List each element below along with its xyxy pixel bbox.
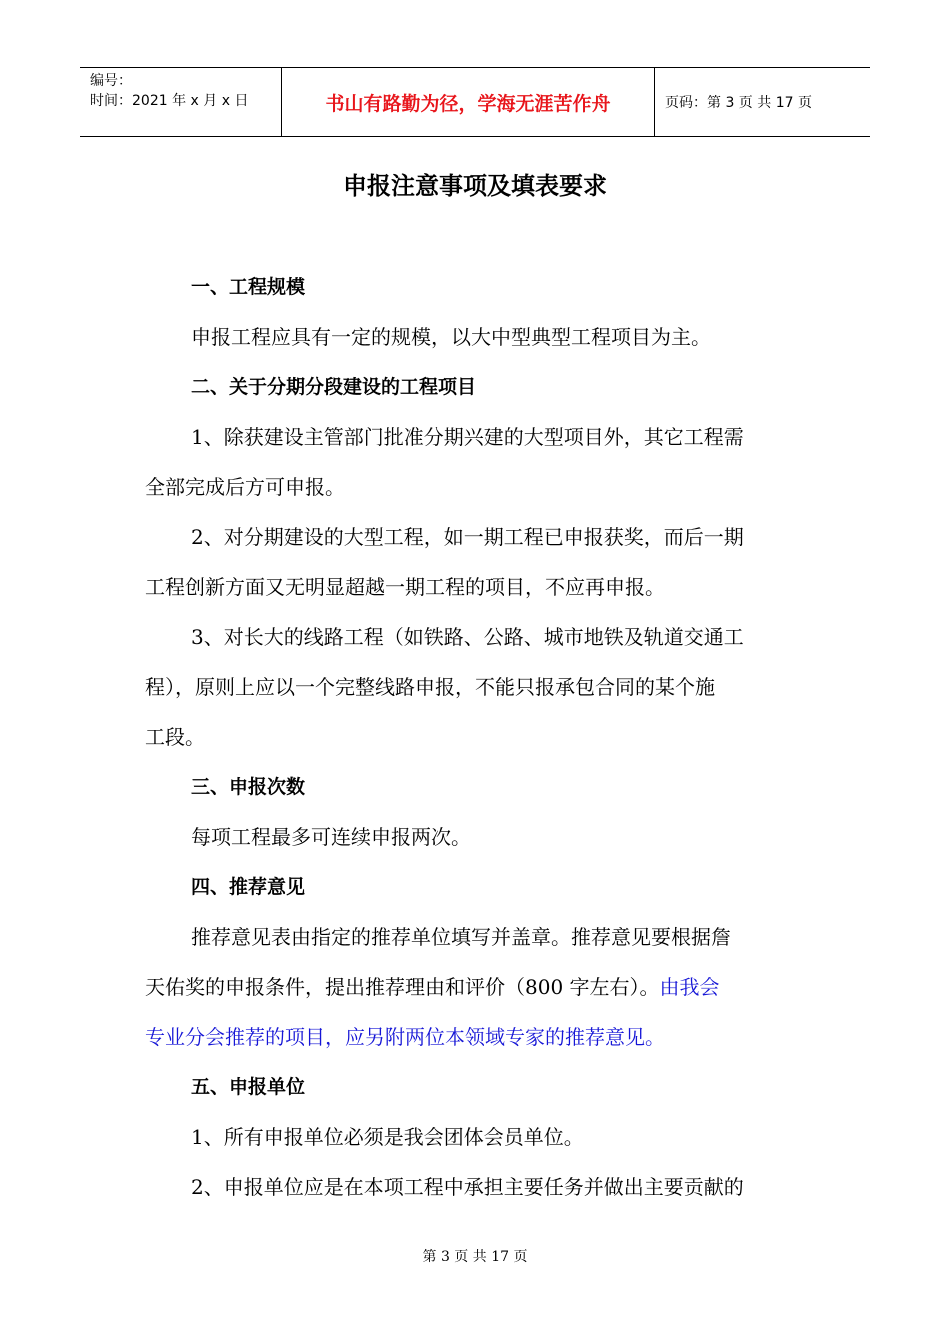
header-time-label: 时间：2021 年 x 月 x 日 (90, 93, 249, 109)
header-motto: 书山有路勤为径，学海无涯苦作舟 (282, 68, 655, 136)
paragraph-line: 推荐意见表由指定的推荐单位填写并盖章。推荐意见要根据詹 (191, 925, 731, 949)
paragraph-line (145, 962, 810, 1012)
section-heading: 四、推荐意见 (191, 876, 306, 898)
paragraph-line: 3、对长大的线路工程（如铁路、公路、城市地铁及轨道交通工 (191, 625, 744, 649)
section-heading: 三、申报次数 (191, 776, 306, 798)
paragraph-line: 1、除获建设主管部门批准分期兴建的大型项目外，其它工程需 (191, 425, 744, 449)
paragraph-line: 申报工程应具有一定的规模，以大中型典型工程项目为主。 (191, 325, 711, 349)
page-footer: 第 3 页 共 17 页 (422, 1249, 528, 1265)
document-body (145, 262, 810, 1212)
header-number-label: 编号： (90, 73, 132, 89)
header-page-info: 页码：第 3 页 共 17 页 (665, 95, 812, 111)
paragraph-text: 天佑奖的申报条件，提出推荐理由和评价（800 字左右）。 (145, 975, 660, 999)
section-heading: 五、申报单位 (191, 1076, 306, 1098)
section-heading: 二、关于分期分段建设的工程项目 (191, 376, 477, 398)
paragraph-line: 全部完成后方可申报。 (145, 475, 345, 499)
paragraph-line: 2、申报单位应是在本项工程中承担主要任务并做出主要贡献的 (191, 1175, 744, 1199)
highlighted-text: 由我会 (659, 975, 720, 999)
paragraph-line: 程），原则上应以一个完整线路申报，不能只报承包合同的某个施 (145, 675, 715, 699)
paragraph-line: 1、所有申报单位必须是我会团体会员单位。 (191, 1125, 584, 1149)
document-title: 申报注意事项及填表要求 (343, 172, 607, 200)
header-meta (80, 68, 282, 136)
paragraph-line: 工段。 (145, 725, 205, 749)
paragraph-line: 工程创新方面又无明显超越一期工程的项目，不应再申报。 (145, 575, 665, 599)
paragraph-line: 2、对分期建设的大型工程，如一期工程已申报获奖，而后一期 (191, 525, 744, 549)
section-heading: 一、工程规模 (191, 276, 306, 298)
paragraph-line: 每项工程最多可连续申报两次。 (191, 825, 471, 849)
document-header (80, 67, 870, 137)
highlighted-paragraph-line: 专业分会推荐的项目，应另附两位本领域专家的推荐意见。 (145, 1025, 665, 1049)
